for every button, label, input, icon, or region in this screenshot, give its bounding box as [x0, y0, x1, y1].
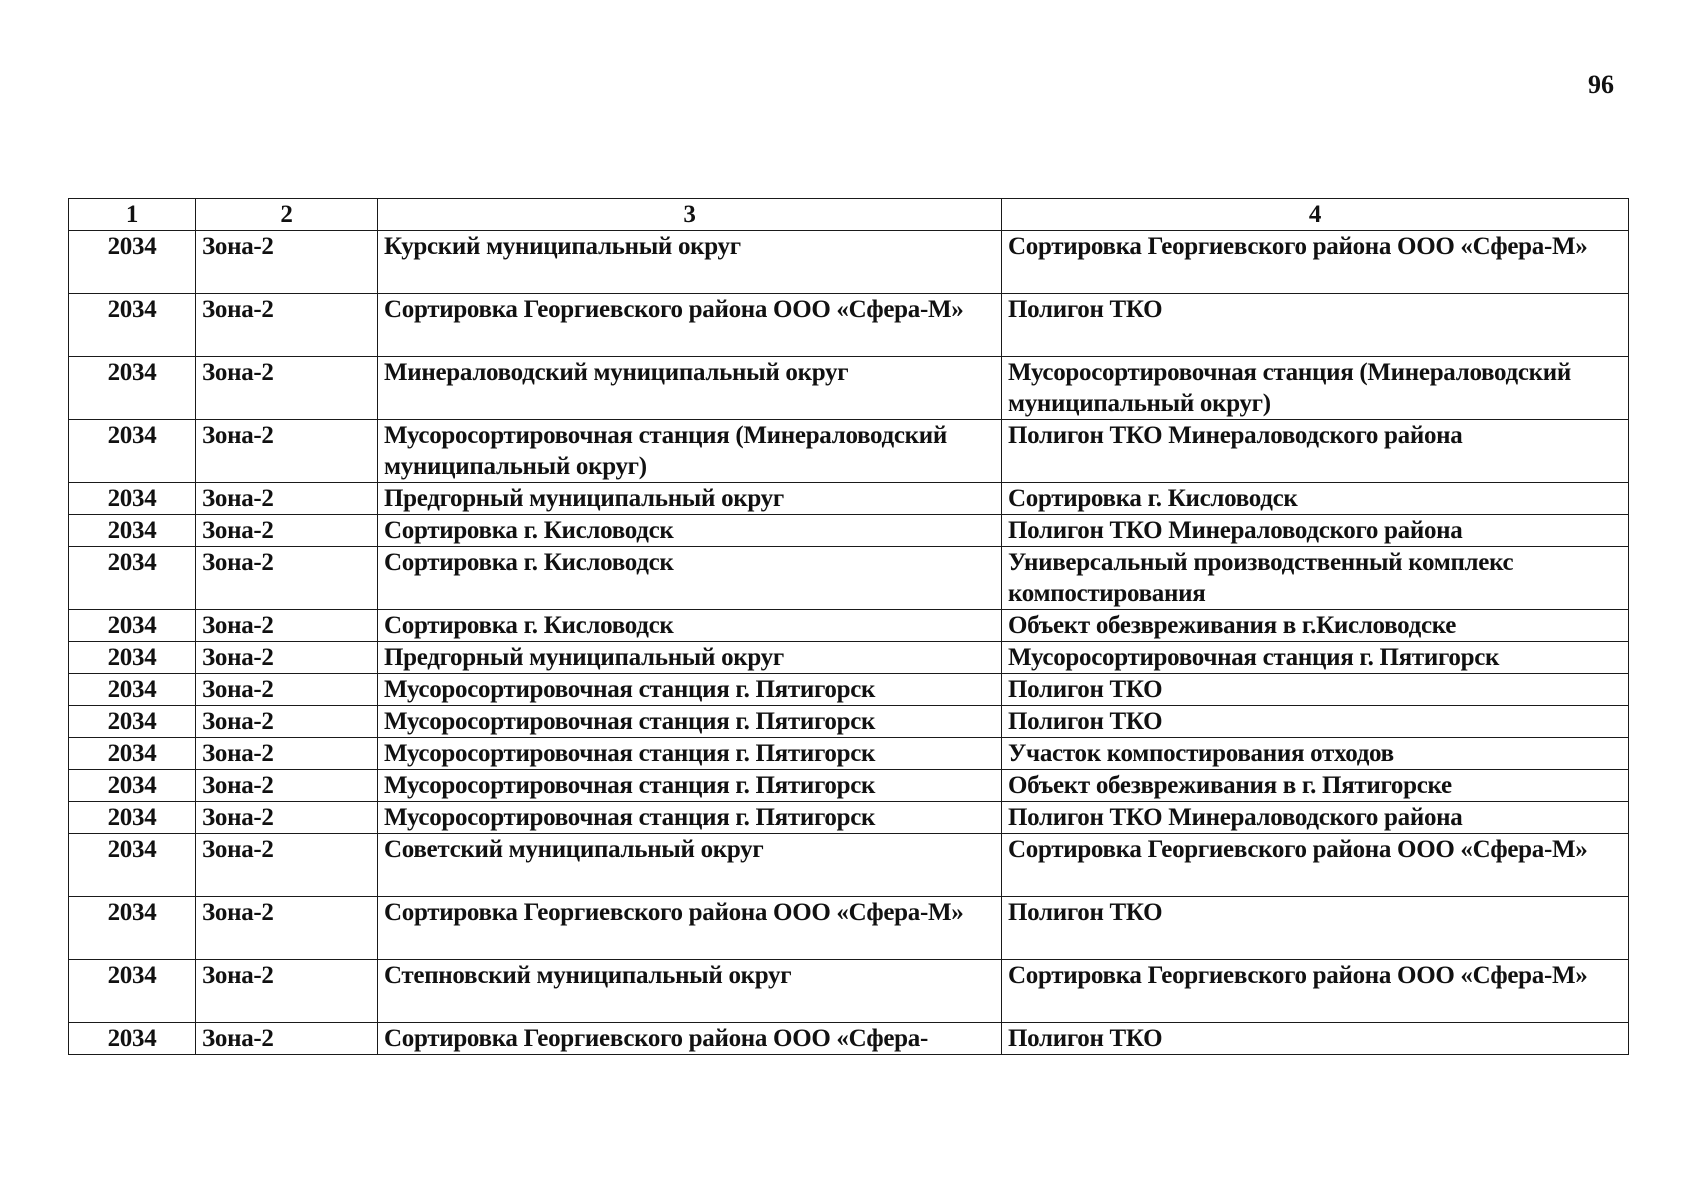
- zone-cell: Зона-2: [196, 738, 378, 770]
- table-row: [69, 357, 1629, 420]
- year-cell: 2034: [69, 483, 196, 515]
- source-cell: Сортировка Георгиевского района ООО «Сфера-: [378, 1023, 1002, 1055]
- table-row: [69, 547, 1629, 610]
- table-row: [69, 897, 1629, 960]
- destination-cell: Полигон ТКО: [1002, 706, 1629, 738]
- year-cell: 2034: [69, 357, 196, 420]
- destination-cell: Сортировка Георгиевского района ООО «Сфера-М»: [1002, 834, 1629, 897]
- table-row: [69, 231, 1629, 294]
- source-cell: Мусоросортировочная станция г. Пятигорск: [378, 706, 1002, 738]
- destination-cell: Полигон ТКО Минераловодского района: [1002, 515, 1629, 547]
- zone-cell: Зона-2: [196, 294, 378, 357]
- source-cell: Мусоросортировочная станция г. Пятигорск: [378, 738, 1002, 770]
- column-header-2: 2: [196, 199, 378, 231]
- year-cell: 2034: [69, 642, 196, 674]
- destination-cell: Сортировка Георгиевского района ООО «Сфера-М»: [1002, 960, 1629, 1023]
- year-cell: 2034: [69, 834, 196, 897]
- year-cell: 2034: [69, 674, 196, 706]
- zone-cell: Зона-2: [196, 420, 378, 483]
- zone-cell: Зона-2: [196, 770, 378, 802]
- year-cell: 2034: [69, 547, 196, 610]
- destination-cell: Полигон ТКО: [1002, 674, 1629, 706]
- column-header-4: 4: [1002, 199, 1629, 231]
- table-row: [69, 420, 1629, 483]
- table-row: [69, 642, 1629, 674]
- source-cell: Минераловодский муниципальный округ: [378, 357, 1002, 420]
- table-row: [69, 610, 1629, 642]
- table-row: [69, 738, 1629, 770]
- source-cell: Сортировка г. Кисловодск: [378, 515, 1002, 547]
- zone-cell: Зона-2: [196, 1023, 378, 1055]
- year-cell: 2034: [69, 897, 196, 960]
- document-table: [68, 198, 1629, 1055]
- source-cell: Мусоросортировочная станция г. Пятигорск: [378, 674, 1002, 706]
- zone-cell: Зона-2: [196, 547, 378, 610]
- zone-cell: Зона-2: [196, 231, 378, 294]
- year-cell: 2034: [69, 231, 196, 294]
- column-header-3: 3: [378, 199, 1002, 231]
- year-cell: 2034: [69, 1023, 196, 1055]
- year-cell: 2034: [69, 706, 196, 738]
- destination-cell: Сортировка г. Кисловодск: [1002, 483, 1629, 515]
- zone-cell: Зона-2: [196, 960, 378, 1023]
- destination-cell: Участок компостирования отходов: [1002, 738, 1629, 770]
- year-cell: 2034: [69, 610, 196, 642]
- year-cell: 2034: [69, 802, 196, 834]
- zone-cell: Зона-2: [196, 802, 378, 834]
- table-row: [69, 960, 1629, 1023]
- source-cell: Мусоросортировочная станция г. Пятигорск: [378, 802, 1002, 834]
- zone-cell: Зона-2: [196, 706, 378, 738]
- table-row: [69, 1023, 1629, 1055]
- destination-cell: Полигон ТКО: [1002, 1023, 1629, 1055]
- year-cell: 2034: [69, 960, 196, 1023]
- zone-cell: Зона-2: [196, 515, 378, 547]
- source-cell: Сортировка г. Кисловодск: [378, 547, 1002, 610]
- destination-cell: Объект обезвреживания в г. Пятигорске: [1002, 770, 1629, 802]
- destination-cell: Полигон ТКО Минераловодского района: [1002, 802, 1629, 834]
- table-row: [69, 834, 1629, 897]
- table-row: [69, 674, 1629, 706]
- table-header: [69, 199, 1629, 231]
- table-header-row: [69, 199, 1629, 231]
- source-cell: Советский муниципальный округ: [378, 834, 1002, 897]
- column-header-1: 1: [69, 199, 196, 231]
- year-cell: 2034: [69, 515, 196, 547]
- zone-cell: Зона-2: [196, 642, 378, 674]
- table-row: [69, 294, 1629, 357]
- table-row: [69, 706, 1629, 738]
- source-cell: Мусоросортировочная станция (Минераловодский муниципальный округ): [378, 420, 1002, 483]
- source-cell: Предгорный муниципальный округ: [378, 642, 1002, 674]
- zone-cell: Зона-2: [196, 610, 378, 642]
- table-row: [69, 515, 1629, 547]
- zone-cell: Зона-2: [196, 357, 378, 420]
- page-number: 96: [1588, 70, 1614, 99]
- destination-cell: Полигон ТКО Минераловодского района: [1002, 420, 1629, 483]
- year-cell: 2034: [69, 770, 196, 802]
- zone-cell: Зона-2: [196, 483, 378, 515]
- source-cell: Курский муниципальный округ: [378, 231, 1002, 294]
- zone-cell: Зона-2: [196, 897, 378, 960]
- source-cell: Мусоросортировочная станция г. Пятигорск: [378, 770, 1002, 802]
- source-cell: Предгорный муниципальный округ: [378, 483, 1002, 515]
- year-cell: 2034: [69, 294, 196, 357]
- source-cell: Сортировка Георгиевского района ООО «Сфера-М»: [378, 294, 1002, 357]
- table-row: [69, 770, 1629, 802]
- zone-cell: Зона-2: [196, 674, 378, 706]
- destination-cell: Мусоросортировочная станция г. Пятигорск: [1002, 642, 1629, 674]
- destination-cell: Полигон ТКО: [1002, 897, 1629, 960]
- table-body: [69, 231, 1629, 1055]
- destination-cell: Объект обезвреживания в г.Кисловодске: [1002, 610, 1629, 642]
- year-cell: 2034: [69, 420, 196, 483]
- source-cell: Сортировка Георгиевского района ООО «Сфера-М»: [378, 897, 1002, 960]
- source-cell: Степновский муниципальный округ: [378, 960, 1002, 1023]
- table-row: [69, 802, 1629, 834]
- source-cell: Сортировка г. Кисловодск: [378, 610, 1002, 642]
- zone-cell: Зона-2: [196, 834, 378, 897]
- destination-cell: Универсальный производственный комплекс компостирования: [1002, 547, 1629, 610]
- destination-cell: Мусоросортировочная станция (Минераловодский муниципальный округ): [1002, 357, 1629, 420]
- table-row: [69, 483, 1629, 515]
- destination-cell: Полигон ТКО: [1002, 294, 1629, 357]
- destination-cell: Сортировка Георгиевского района ООО «Сфера-М»: [1002, 231, 1629, 294]
- year-cell: 2034: [69, 738, 196, 770]
